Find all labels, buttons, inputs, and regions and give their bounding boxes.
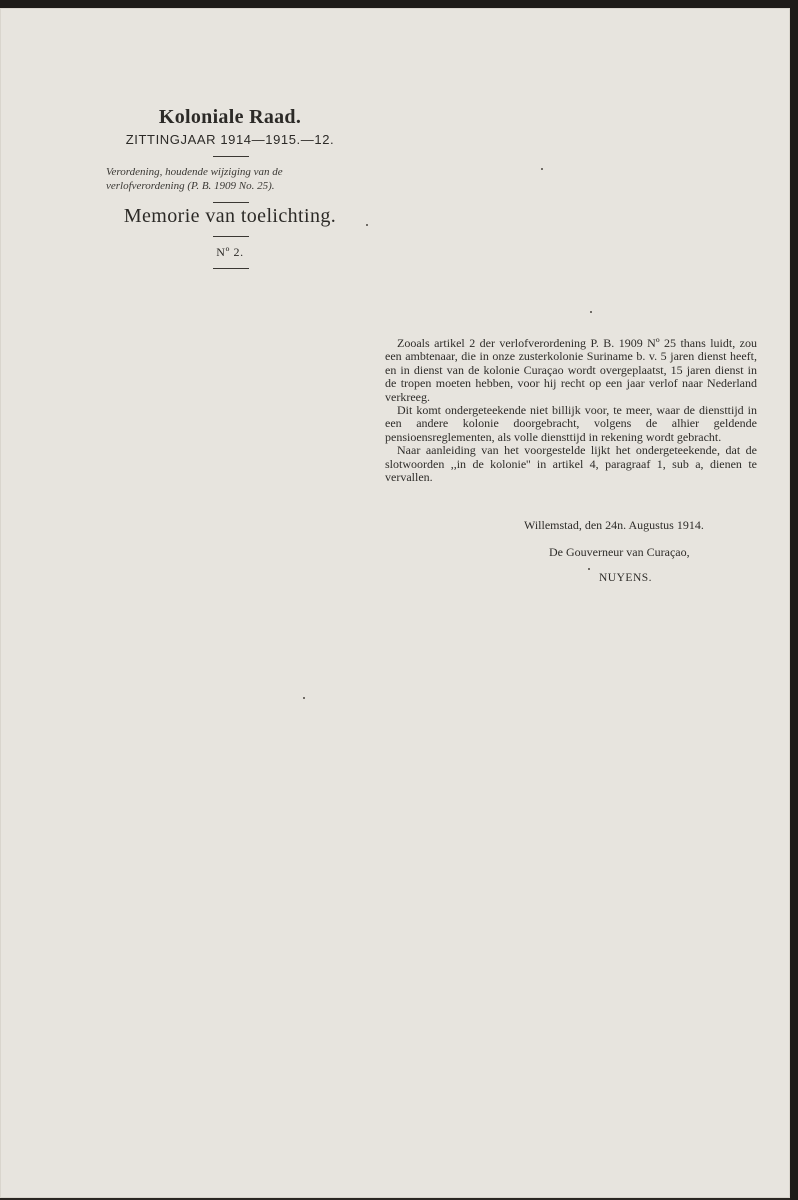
divider — [213, 268, 249, 269]
council-title: Koloniale Raad. — [158, 106, 302, 128]
paragraph: Dit komt ondergeteekende niet billijk voor, te meer, waar de diensttijd in een andere kolonie doorgebracht, volgens de alhier geldende pensioensreglementen, als volle diensttijd in rekening wordt gebracht. — [385, 403, 757, 444]
paragraph: Zooals artikel 2 der verlofverordening P. B. 1909 Nº 25 thans luidt, zou een ambtenaar, die in onze zusterkolonie Suriname b. v. 5 jaren dienst heeft, en in dienst van de kolonie Curaçao wordt overgeplaatst, 15 jaren dienst in de tropen moeten hebben, voor hij recht op een jaar verlof naar Nederland verkreeg. — [385, 336, 757, 404]
document-number: Nº 2. — [216, 245, 244, 259]
signatory-title: De Gouverneur van Curaçao, — [549, 545, 690, 559]
scan-border-top — [0, 0, 798, 8]
place-date: Willemstad, den 24n. Augustus 1914. — [524, 518, 704, 532]
paper-speck — [303, 697, 305, 699]
signatory-name: NUYENS. — [599, 572, 653, 584]
paper-speck — [588, 568, 590, 570]
paragraph: Naar aanleiding van het voorgestelde lijkt het ondergeteekende, dat de slotwoorden ,,in de kolonie'' in artikel 4, paragraaf 1, sub a, dienen te vervallen. — [385, 443, 757, 485]
paper-speck — [541, 168, 543, 170]
subject-line: Verordening, houdende wijziging van de verlofverordening (P. B. 1909 No. 25). — [106, 166, 283, 192]
document-type-heading: Memorie van toelichting. — [123, 205, 337, 227]
memo-body — [385, 337, 757, 484]
paper-speck — [590, 311, 592, 313]
divider — [213, 156, 249, 157]
session-year: ZITTINGJAAR 1914—1915.—12. — [125, 132, 335, 147]
divider — [213, 236, 249, 237]
scan-border-right — [790, 0, 798, 1200]
divider — [213, 202, 249, 203]
paper-speck — [366, 224, 368, 226]
